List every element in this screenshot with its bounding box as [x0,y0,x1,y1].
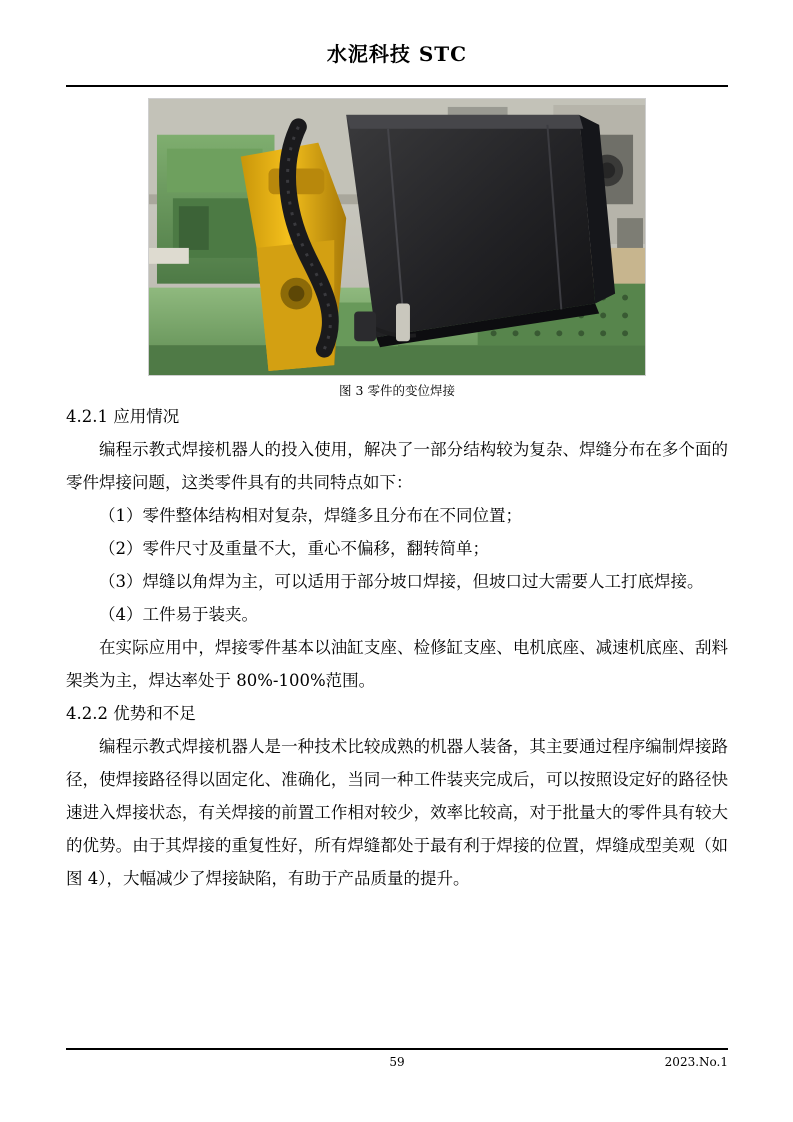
issue-label: 2023.No.1 [664,1055,728,1069]
paragraph: （4）工件易于装夹。 [99,605,258,624]
article-body [66,400,728,895]
paragraph: 编程示教式焊接机器人的投入使用，解决了一部分结构较为复杂、焊缝分布在多个面的零件焊接问题，这类零件具有的共同特点如下： [66,440,728,492]
figure-3-image [148,98,646,376]
page-header [66,40,728,68]
figure-3 [148,98,646,376]
section-heading-422: 4.2.2 优势和不足 [66,704,196,723]
header-divider [66,85,728,87]
journal-title: 水泥科技 STC [326,42,468,66]
figure-3-caption: 图 3 零件的变位焊接 [339,383,455,398]
paragraph: 在实际应用中，焊接零件基本以油缸支座、检修缸支座、电机底座、减速机底座、刮料架类为主，焊达率处于 80%-100%范围。 [66,638,728,690]
paragraph: （1）零件整体结构相对复杂，焊缝多且分布在不同位置； [99,506,522,525]
paragraph: 编程示教式焊接机器人是一种技术比较成熟的机器人装备，其主要通过程序编制焊接路径，使焊接路径得以固定化、准确化，当同一种工件装夹完成后，可以按照设定好的路径快速进入焊接状态，有关焊接的前置工作相对较少，效率比较高，对于批量大的零件具有较大的优势。由于其焊接的重复性好，所有焊缝都处于最有利于焊接的位置，焊缝成型美观（如图 4），大幅减少了焊接缺陷，有助于产品质量的提升。 [66,737,728,888]
section-heading-421: 4.2.1 应用情况 [66,407,180,426]
footer-divider [66,1048,728,1050]
page-footer [66,1055,728,1075]
page-number: 59 [389,1055,405,1069]
paragraph: （2）零件尺寸及重量不大，重心不偏移，翻转简单； [99,539,489,558]
paragraph: （3）焊缝以角焊为主，可以适用于部分坡口焊接，但坡口过大需要人工打底焊接。 [99,572,704,591]
